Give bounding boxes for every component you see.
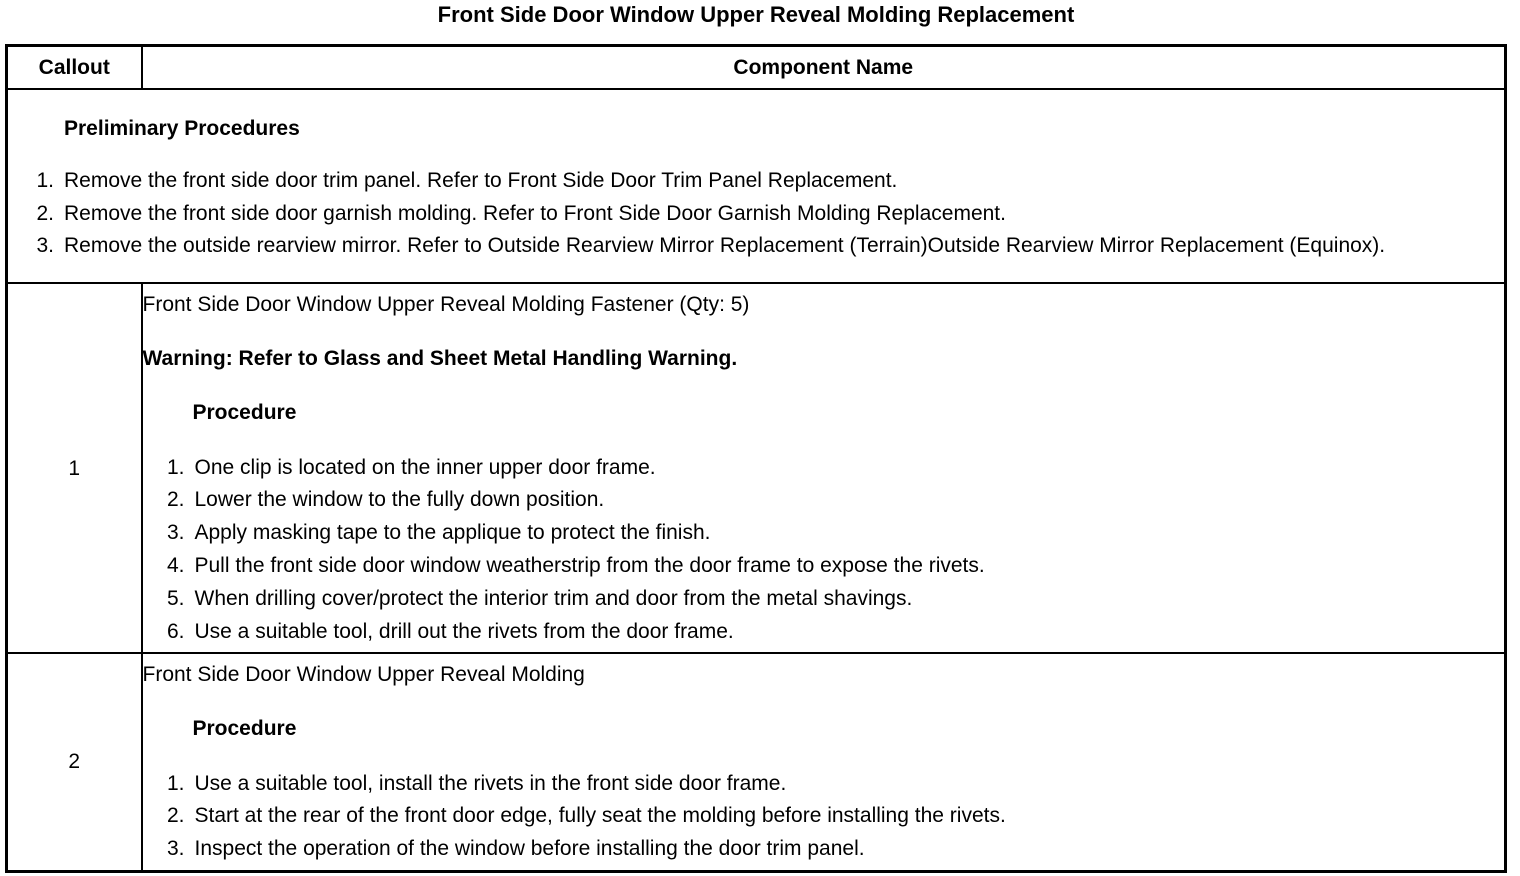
preliminary-steps-list: [8, 165, 1504, 263]
list-item: [143, 616, 1505, 649]
step-number: 3.: [166, 837, 185, 861]
preliminary-procedures-cell: [7, 89, 1506, 283]
list-item: [143, 768, 1505, 801]
step-text: Start at the rear of the front door edge, fully seat the molding before installing the rivets.: [194, 804, 1006, 828]
list-item: [8, 230, 1504, 263]
step-number: 2.: [166, 488, 185, 512]
step-number: 1.: [166, 771, 185, 795]
step-number: 3.: [166, 521, 185, 545]
list-item: [143, 452, 1505, 485]
step-number: 1.: [166, 455, 185, 479]
step-text: Inspect the operation of the window before installing the door trim panel.: [194, 837, 865, 861]
procedure-heading: Procedure: [192, 716, 297, 740]
list-item: [143, 800, 1505, 833]
procedure-steps-list: [143, 768, 1505, 866]
list-item: [143, 583, 1505, 616]
component-name: Front Side Door Window Upper Reveal Molding Fastener (Qty: 5): [142, 292, 750, 316]
list-item: [143, 550, 1505, 583]
list-item: [8, 165, 1504, 198]
preliminary-procedures-heading: Preliminary Procedures: [64, 116, 300, 140]
step-text: Remove the front side door garnish molding. Refer to Front Side Door Garnish Molding Replacement.: [64, 201, 1006, 225]
step-text: When drilling cover/protect the interior trim and door from the metal shavings.: [194, 586, 913, 610]
component-cell: [142, 653, 1506, 871]
table-row: [7, 283, 1506, 653]
step-text: Lower the window to the fully down position.: [194, 488, 605, 512]
step-number: 5.: [166, 586, 185, 610]
step-number: 2.: [166, 804, 185, 828]
procedure-heading: Procedure: [192, 400, 297, 424]
step-text: Use a suitable tool, drill out the rivets from the door frame.: [194, 619, 734, 643]
component-name-column-header: Component Name: [142, 46, 1506, 90]
step-text: Remove the front side door trim panel. Refer to Front Side Door Trim Panel Replacement.: [64, 168, 898, 192]
table-row: [7, 653, 1506, 871]
callout-column-header: Callout: [7, 46, 142, 90]
list-item: [143, 517, 1505, 550]
procedure-steps-list: [143, 452, 1505, 649]
table-header-row: [7, 46, 1506, 90]
step-text: Use a suitable tool, install the rivets in the front side door frame.: [194, 771, 787, 795]
step-number: 1.: [36, 168, 54, 192]
warning-text: Warning: Refer to Glass and Sheet Metal Handling Warning.: [142, 346, 738, 370]
component-cell: [142, 283, 1506, 653]
step-text: One clip is located on the inner upper door frame.: [194, 455, 656, 479]
procedure-table: [5, 44, 1507, 873]
step-text: Pull the front side door window weatherstrip from the door frame to expose the rivets.: [194, 554, 985, 577]
callout-number: 2: [7, 653, 142, 871]
step-number: 6.: [166, 619, 185, 643]
preliminary-procedures-row: [7, 89, 1506, 283]
component-name: Front Side Door Window Upper Reveal Molding: [142, 662, 585, 686]
step-text: Remove the outside rearview mirror. Refer to Outside Rearview Mirror Replacement (Terrain)Outside Rearview Mirror Replacement (Equinox).: [64, 234, 1386, 258]
step-number: 3.: [36, 234, 54, 258]
page-title: Front Side Door Window Upper Reveal Molding Replacement: [437, 2, 1075, 27]
step-text: Apply masking tape to the applique to protect the finish.: [194, 521, 711, 545]
callout-number: 1: [7, 283, 142, 653]
list-item: [143, 484, 1505, 517]
step-number: 2.: [36, 201, 54, 225]
list-item: [143, 833, 1505, 866]
list-item: [8, 198, 1504, 231]
step-number: 4.: [166, 554, 185, 577]
